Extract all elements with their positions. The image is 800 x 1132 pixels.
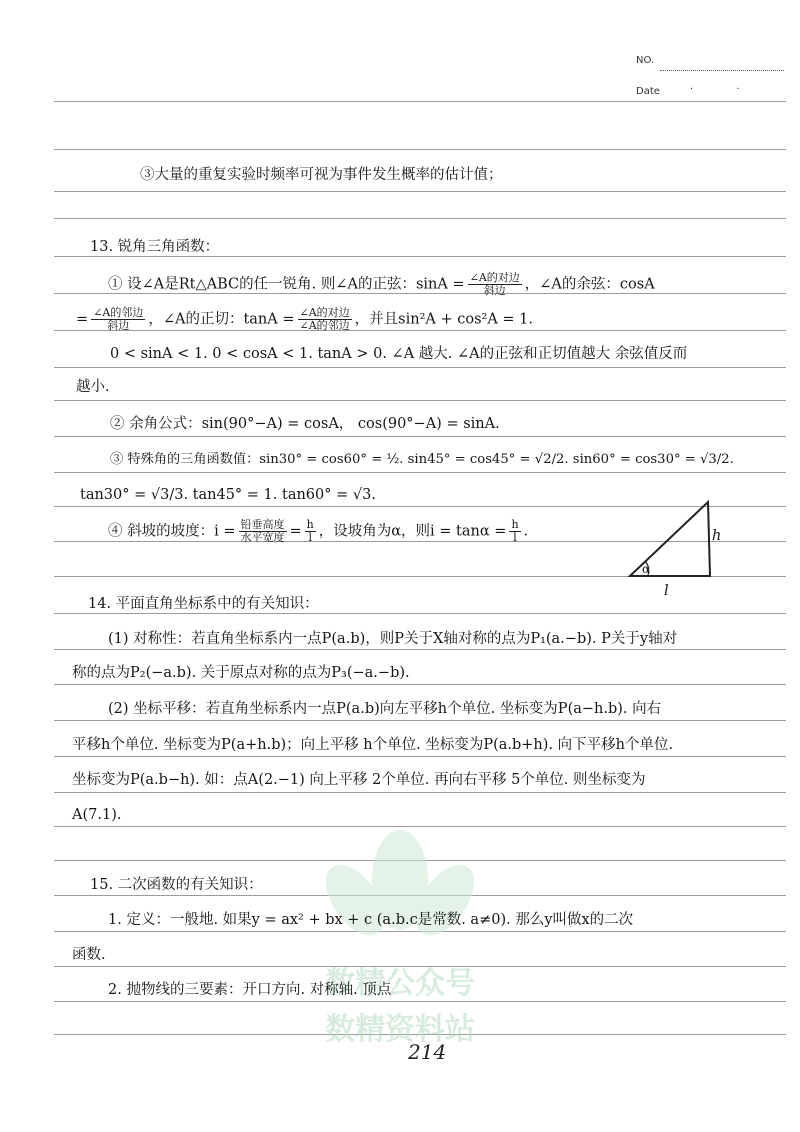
symmetry-rule-cont: 称的点为P₂(−a.b). 关于原点对称的点为P₃(−a.−b). [72,665,410,681]
rule-line [54,218,786,219]
rule-line [54,756,786,757]
fraction-numerator: ∠A的对边 [299,306,350,319]
fraction-denominator: 斜边 [107,319,130,332]
fraction-denominator: ∠A的邻边 [299,319,350,332]
translation-rule: (2) 坐标平移：若直角坐标系内一点P(a.b)向左平移h个单位. 坐标变为P(a−h.b). 向右 [108,701,662,717]
section-13-heading: 13. 锐角三角函数： [90,239,220,255]
rule-line [54,400,786,401]
rule-line [54,684,786,685]
quadratic-definition: 1. 定义：一般地. 如果y = ax² + bx + c (a.b.c是常数. a≠0). 那么y叫做x的二次 [108,912,634,928]
translation-rule-cont-1: 平移h个单位. 坐标变为P(a+h.b)；向上平移 h个单位. 坐标变为P(a.b+h). 向下平移h个单位. [72,737,674,753]
cosine-fraction [91,307,145,332]
no-label: NO. [636,55,655,66]
complementary-angle-formula: ② 余角公式：sin(90°−A) = cosA， cos(90°−A) = sinA. [110,416,500,432]
note-line-4 [76,307,533,332]
h-over-l-fraction [509,519,520,544]
slope-definition [108,519,528,544]
triangle-angle-alpha: α [642,562,651,576]
slope-triangle-diagram [620,498,730,598]
date-dots: · · [690,84,760,95]
cosine-intro: ，∠A的余弦：cosA [524,276,655,293]
rule-line [54,472,786,473]
rule-line [54,792,786,793]
identity-text: ，并且sin²A + cos²A = 1. [354,311,534,328]
rule-line [54,436,786,437]
note-line-3 [108,272,655,297]
rule-line [54,613,786,614]
tangent-special-values: tan30° = √3/3. tan45° = 1. tan60° = √3. [80,487,376,503]
watermark-line-2: 数精资料站 [325,1012,475,1047]
page-number: 214 [408,1040,447,1064]
fraction-denominator: l [308,531,312,544]
no-dotted-line [660,70,784,71]
tangent-definition: ，∠A的正切：tanA = [148,311,295,328]
rule-line [54,149,786,150]
note-line-6: 越小. [76,379,110,395]
rule-line [54,649,786,650]
fraction-denominator: l [513,531,517,544]
rule-line [54,191,786,192]
rule-line [54,720,786,721]
equals-sign: = [76,311,89,328]
slope-label: ④ 斜坡的坡度：i = [108,523,236,540]
slope-angle-text: ，设坡角为α，则i = tanα = [318,523,507,540]
quadratic-definition-cont: 函数. [72,947,106,963]
fraction-denominator: 水平宽度 [240,531,285,544]
watermark-line-1: 数精公众号 [325,966,475,1001]
fraction-denominator: 斜边 [483,284,506,297]
h-over-l-fraction [305,519,316,544]
equals-sign: = [289,523,302,540]
period: . [523,523,529,540]
fraction-numerator: h [306,518,314,531]
triangle-side-h: h [712,528,722,544]
rule-line [54,101,786,102]
note-line-1: ③大量的重复实验时频率可视为事件发生概率的估计值； [140,167,503,183]
section-14-heading: 14. 平面直角坐标系中的有关知识： [88,596,319,612]
fraction-numerator: ∠A的邻边 [93,306,144,319]
tangent-fraction [298,307,352,332]
parabola-elements: 2. 抛物线的三要素：开口方向. 对称轴. 顶点 [108,982,392,998]
date-label: Date [636,86,660,97]
section-15-heading: 15. 二次函数的有关知识： [90,877,263,893]
fraction-numerator: 铅垂高度 [240,518,285,531]
note-line-5: 0 < sinA < 1. 0 < cosA < 1. tanA > 0. ∠A 越大. ∠A的正弦和正切值越大 余弦值反而 [110,346,688,362]
fraction-numerator: h [511,518,519,531]
triangle-side-l: l [664,583,669,599]
fraction-numerator: ∠A的对边 [469,271,520,284]
special-angle-values: ③ 特殊角的三角函数值：sin30° = cos60° = ½. sin45° = cos45° = √2/2. sin60° = cos30° = √3/2. [110,452,734,467]
slope-fraction [239,519,287,544]
rule-line [54,367,786,368]
translation-rule-cont-2: 坐标变为P(a.b−h). 如：点A(2.−1) 向上平移 2个单位. 再向右平移 5个单位. 则坐标变为 [72,772,646,788]
rule-line [54,256,786,257]
sine-fraction [468,272,522,297]
sine-definition: ① 设∠A是Rt△ABC的任一锐角. 则∠A的正弦：sinA = [108,276,465,293]
translation-rule-cont-3: A(7.1). [72,807,122,823]
symmetry-rule: (1) 对称性：若直角坐标系内一点P(a.b)，则P关于X轴对称的点为P₁(a.−b). P关于y轴对 [108,631,678,647]
